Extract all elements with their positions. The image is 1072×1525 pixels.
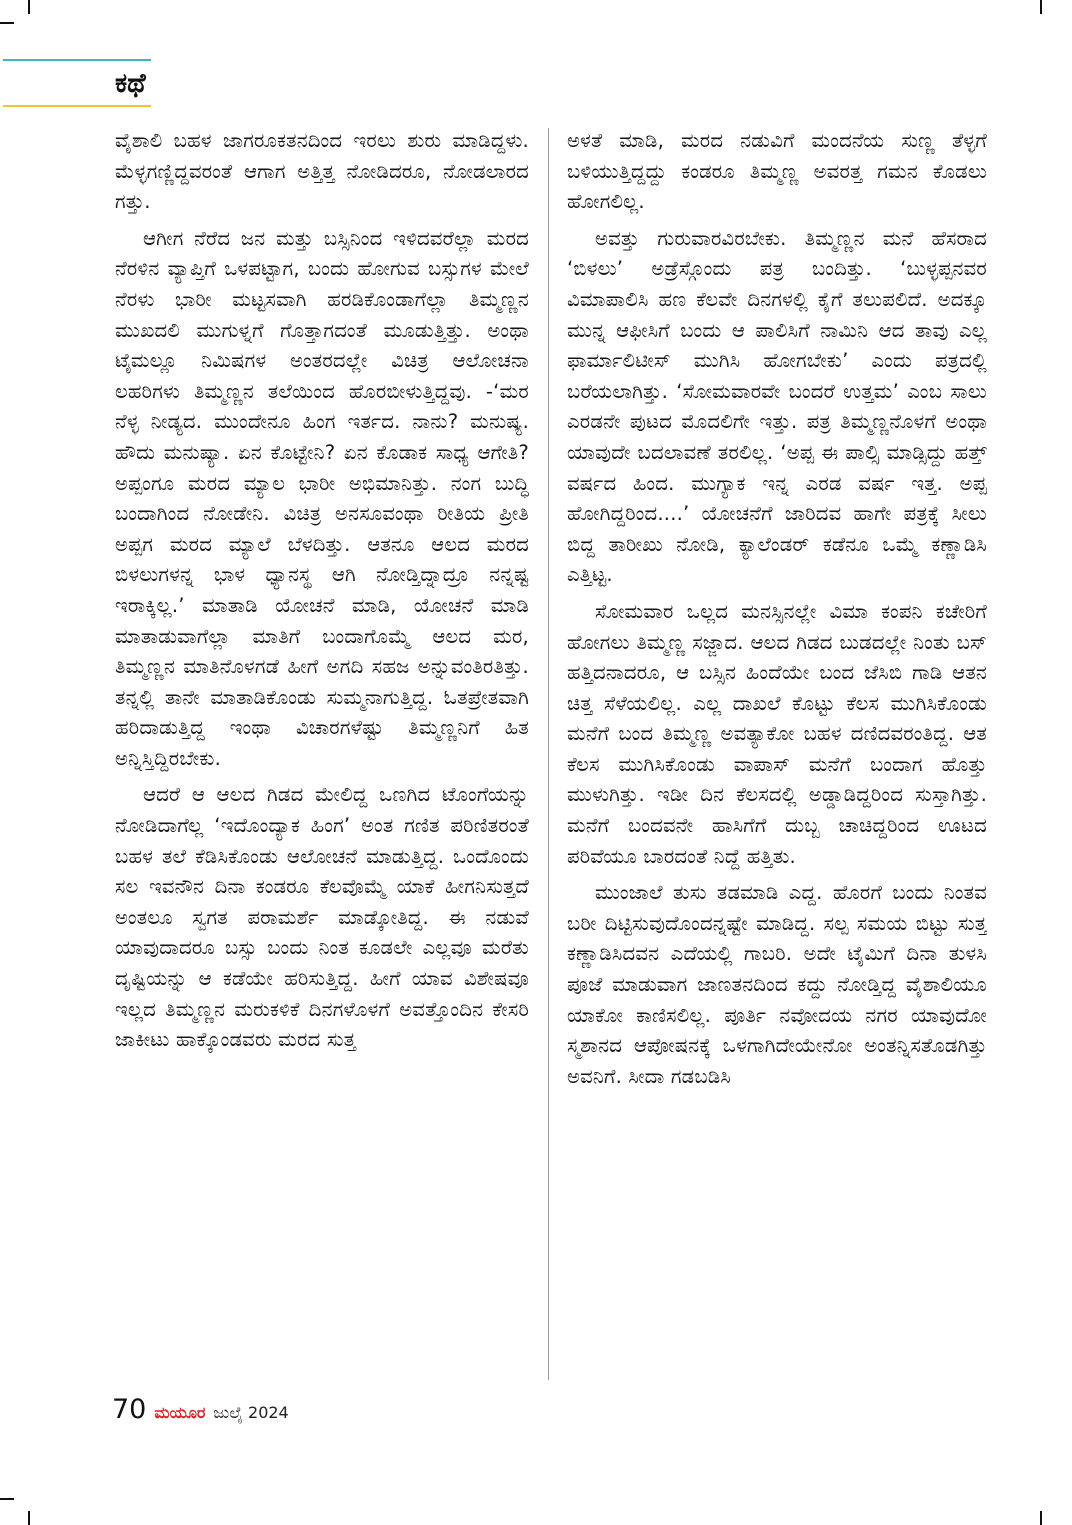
page-footer: [112, 1394, 289, 1430]
page-number: 70: [112, 1394, 147, 1425]
issue-date: ಜುಲೈ 2024: [213, 1403, 289, 1422]
column-divider: [548, 128, 549, 1380]
paragraph: ಆಗೀಗ ನೆರೆದ ಜನ ಮತ್ತು ಬಸ್ಸಿನಿಂದ ಇಳಿದವರೆಲ್ಲಾ ಮರದ ನೆರಳಿನ ವ್ಯಾಪ್ತಿಗೆ ಒಳಪಟ್ಟಾಗ, ಬಂದು ಹೋಗುವ ಬಸ್ಸುಗಳ ಮೇಲೆ ನೆರಳು ಭಾರೀ ಮಟ್ಟಸವಾಗಿ ಹರಡಿಕೊಂಡಾಗೆಲ್ಲಾ ತಿಮ್ಮಣ್ಣನ ಮುಖದಲಿ ಮುಗುಳ್ನಗೆ ಗೊತ್ತಾಗದಂತೆ ಮೂಡುತ್ತಿತ್ತು. ಅಂಥಾ ಟೈಮಲ್ಲೂ ನಿಮಿಷಗಳ ಅಂತರದಲ್ಲೇ ವಿಚಿತ್ರ ಆಲೋಚನಾ ಲಹರಿಗಳು ತಿಮ್ಮಣ್ಣನ ತಲೆಯಿಂದ ಹೊರಬೀಳುತ್ತಿದ್ದವು. -‘ಮರ ನೆಳ್ಳ ನೀಡ್ಯದ. ಮುಂದೇನೂ ಹಿಂಗ ಇರ್ತದ. ನಾನು? ಮನುಷ್ಯ. ಹೌದು ಮನುಷ್ಯಾ. ಏನ ಕೊಟ್ಟೇನಿ? ಏನ ಕೊಡಾಕ ಸಾಧ್ಯ ಆಗೇತಿ? ಅಪ್ಪಂಗೂ ಮರದ ಮ್ಯಾಲ ಭಾರೀ ಅಭಿಮಾನಿತ್ತು. ನಂಗ ಬುದ್ಧಿ ಬಂದಾಗಿಂದ ನೋಡೇನಿ. ವಿಚಿತ್ರ ಅನಸೂವಂಥಾ ರೀತಿಯ ಪ್ರೀತಿ ಅಪ್ಪಗ ಮರದ ಮ್ಯಾಲೆ ಬೆಳದಿತ್ತು. ಆತನೂ ಆಲದ ಮರದ ಬಿಳಲುಗಳನ್ನ ಭಾಳ ಧ್ಯಾನಸ್ಥ ಆಗಿ ನೋಡ್ತಿದ್ನಾದ್ರೂ ನನ್ನಷ್ಟ ಇರಾಕ್ಕಿಲ್ಲ.’ ಮಾತಾಡಿ ಯೋಚನೆ ಮಾಡಿ, ಯೋಚನೆ ಮಾಡಿ ಮಾತಾಡುವಾಗೆಲ್ಲಾ ಮಾತಿಗೆ ಬಂದಾಗೊಮ್ಮೆ ಆಲದ ಮರ, ತಿಮ್ಮಣ್ಣನ ಮಾತಿನೊಳಗಡೆ ಹೀಗೆ ಅಗದಿ ಸಹಜ ಅನ್ನುವಂತಿರತಿತ್ತು. ತನ್ನಲ್ಲಿ ತಾನೇ ಮಾತಾಡಿಕೊಂಡು ಸುಮ್ಮನಾಗುತ್ತಿದ್ದ. ಓತಪ್ರೇತವಾಗಿ ಹರಿದಾಡುತ್ತಿದ್ದ ಇಂಥಾ ವಿಚಾರಗಳೆಷ್ಟು ತಿಮ್ಮಣ್ಣನಿಗೆ ಹಿತ ಅನ್ನಿಸ್ತಿದ್ದಿರಬೇಕು.: [115, 226, 529, 770]
crop-mark: [0, 22, 14, 24]
paragraph: ಅವತ್ತು ಗುರುವಾರವಿರಬೇಕು. ತಿಮ್ಮಣ್ಣನ ಮನೆ ಹೆಸರಾದ ‘ಬಿಳಲು’ ಅಡ್ರೆಸ್ಗೊಂದು ಪತ್ರ ಬಂದಿತ್ತು. ‘ಬುಳ್ಳಪ್ಪನವರ ವಿಮಾಪಾಲಿಸಿ ಹಣ ಕೆಲವೇ ದಿನಗಳಲ್ಲಿ ಕೈಗೆ ತಲುಪಲಿದೆ. ಅದಕ್ಕೂ ಮುನ್ನ ಆಫೀಸಿಗೆ ಬಂದು ಆ ಪಾಲಿಸಿಗೆ ನಾಮಿನಿ ಆದ ತಾವು ಎಲ್ಲ ಫಾರ್ಮಾಲಿಟೀಸ್ ಮುಗಿಸಿ ಹೋಗಬೇಕು’ ಎಂದು ಪತ್ರದಲ್ಲಿ ಬರೆಯಲಾಗಿತ್ತು. ‘ಸೋಮವಾರವೇ ಬಂದರೆ ಉತ್ತಮ’ ಎಂಬ ಸಾಲು ಎರಡನೇ ಪುಟದ ಮೊದಲಿಗೇ ಇತ್ತು. ಪತ್ರ ತಿಮ್ಮಣ್ಣನೊಳಗೆ ಅಂಥಾ ಯಾವುದೇ ಬದಲಾವಣೆ ತರಲಿಲ್ಲ. ‘ಅಪ್ಪ ಈ ಪಾಲ್ಸಿ ಮಾಡ್ಸಿದ್ದು ಹತ್ತ್ ವರ್ಷದ ಹಿಂದ. ಮುಗ್ಯಾಕ ಇನ್ನ ಎರಡ ವರ್ಷ ಇತ್ತ. ಅಪ್ಪ ಹೋಗಿದ್ದರಿಂದ....’ ಯೋಚನೆಗೆ ಜಾರಿದವ ಹಾಗೇ ಪತ್ರಕ್ಕೆ ಸೀಲು ಬಿದ್ದ ತಾರೀಖು ನೋಡಿ, ಕ್ಯಾಲೆಂಡರ್ ಕಡೆನೂ ಒಮ್ಮೆ ಕಣ್ಣಾಡಿಸಿ ಎತ್ತಿಟ್ಟ.: [567, 226, 987, 587]
header-rule-top: [3, 59, 151, 61]
header-rule-bottom: [3, 105, 151, 107]
paragraph: ಸೋಮವಾರ ಒಲ್ಲದ ಮನಸ್ಸಿನಲ್ಲೇ ವಿಮಾ ಕಂಪನಿ ಕಚೇರಿಗೆ ಹೋಗಲು ತಿಮ್ಮಣ್ಣ ಸಜ್ಜಾದ. ಆಲದ ಗಿಡದ ಬುಡದಲ್ಲೇ ನಿಂತು ಬಸ್ ಹತ್ತಿದನಾದರೂ, ಆ ಬಸ್ಸಿನ ಹಿಂದೆಯೇ ಬಂದ ಜೆಸಿಬಿ ಗಾಡಿ ಆತನ ಚಿತ್ತ ಸೆಳೆಯಲಿಲ್ಲ. ಎಲ್ಲ ದಾಖಲೆ ಕೊಟ್ಟು ಕೆಲಸ ಮುಗಿಸಿಕೊಂಡು ಮನೆಗೆ ಬಂದ ತಿಮ್ಮಣ್ಣ ಅವತ್ಯಾಕೋ ಬಹಳ ದಣಿದವರಂತಿದ್ದ. ಆತ ಕೆಲಸ ಮುಗಿಸಿಕೊಂಡು ವಾಪಾಸ್ ಮನೆಗೆ ಬಂದಾಗ ಹೊತ್ತು ಮುಳುಗಿತ್ತು. ಇಡೀ ದಿನ ಕೆಲಸದಲ್ಲಿ ಅಡ್ಡಾಡಿದ್ದರಿಂದ ಸುಸ್ತಾಗಿತ್ತು. ಮನೆಗೆ ಬಂದವನೇ ಹಾಸಿಗೆಗೆ ದುಬ್ಬ ಚಾಚಿದ್ದರಿಂದ ಊಟದ ಪರಿವೆಯೂ ಬಾರದಂತೆ ನಿದ್ದೆ ಹತ್ತಿತು.: [567, 599, 987, 868]
section-title: ಕಥೆ: [115, 68, 146, 99]
paragraph: ಮುಂಜಾಲೆ ತುಸು ತಡಮಾಡಿ ಎದ್ದ. ಹೊರಗೆ ಬಂದು ನಿಂತವ ಬರೀ ದಿಟ್ಟಿಸುವುದೊಂದನ್ನಷ್ಟೇ ಮಾಡಿದ್ದ. ಸಲ್ಪ ಸಮಯ ಬಿಟ್ಟು ಸುತ್ತ ಕಣ್ಣಾಡಿಸಿದವನ ಎದೆಯಲ್ಲಿ ಗಾಬರಿ. ಅದೇ ಟೈಮಿಗೆ ದಿನಾ ತುಳಸಿ ಪೂಜೆ ಮಾಡುವಾಗ ಜಾಣತನದಿಂದ ಕದ್ದು ನೋಡ್ತಿದ್ದ ವೈಶಾಲಿಯೂ ಯಾಕೋ ಕಾಣಿಸಲಿಲ್ಲ. ಪೂರ್ತಿ ನವೋದಯ ನಗರ ಯಾವುದೋ ಸ್ಮಶಾನದ ಆಪೋಷನಕ್ಕೆ ಒಳಗಾಗಿದೇಯೇನೋ ಅಂತನ್ನಿಸತೊಡಗಿತ್ತು ಅವನಿಗೆ. ಸೀದಾ ಗಡಬಡಿಸಿ: [567, 881, 987, 1088]
magazine-logo: ಮಯೂರ: [154, 1403, 206, 1422]
paragraph: ಆದರೆ ಆ ಆಲದ ಗಿಡದ ಮೇಲಿದ್ದ ಒಣಗಿದ ಟೊಂಗೆಯನ್ನು ನೋಡಿದಾಗೆಲ್ಲ ‘ಇದೊಂದ್ಯಾಕ ಹಿಂಗ’ ಅಂತ ಗಣಿತ ಪರಿಣಿತರಂತೆ ಬಹಳ ತಲೆ ಕೆಡಿಸಿಕೊಂಡು ಆಲೋಚನೆ ಮಾಡುತ್ತಿದ್ದ. ಒಂದೊಂದು ಸಲ ಇವನೌನ ದಿನಾ ಕಂಡರೂ ಕೆಲವೊಮ್ಮೆ ಯಾಕೆ ಹೀಗನಿಸುತ್ತದೆ ಅಂತಲೂ ಸ್ವಗತ ಪರಾಮರ್ಶೆ ಮಾಡ್ಕೋತಿದ್ದ. ಈ ನಡುವೆ ಯಾವುದಾದರೂ ಬಸ್ಸು ಬಂದು ನಿಂತ ಕೂಡಲೇ ಎಲ್ಲವೂ ಮರೆತು ದೃಷ್ಟಿಯನ್ನು ಆ ಕಡೆಯೇ ಹರಿಸುತ್ತಿದ್ದ. ಹೀಗೆ ಯಾವ ವಿಶೇಷವೂ ಇಲ್ಲದ ತಿಮ್ಮಣ್ಣನ ಮರುಕಳಿಕೆ ದಿನಗಳೊಳಗೆ ಅವತ್ತೊಂದಿನ ಕೇಸರಿ ಜಾಕೀಟು ಹಾಕ್ಕೊಂಡವರು ಮರದ ಸುತ್ತ: [115, 783, 529, 1052]
crop-mark: [1040, 0, 1042, 14]
crop-mark: [0, 1498, 14, 1500]
paragraph: ವೈಶಾಲಿ ಬಹಳ ಜಾಗರೂಕತನದಿಂದ ಇರಲು ಶುರು ಮಾಡಿದ್ದಳು. ಮೆಳ್ಳಗಣ್ಣಿದ್ದವರಂತೆ ಆಗಾಗ ಅತ್ತಿತ್ತ ನೋಡಿದರೂ, ನೋಡಲಾರದ ಗತ್ತು.: [115, 129, 529, 214]
crop-mark: [28, 1511, 30, 1525]
article-column-right: [567, 126, 987, 1388]
crop-mark: [28, 0, 30, 14]
crop-mark: [1040, 1511, 1042, 1525]
paragraph: ಅಳತೆ ಮಾಡಿ, ಮರದ ನಡುವಿಗೆ ಮಂದನೆಯ ಸುಣ್ಣ ತೆಳ್ಳಗೆ ಬಳಿಯುತ್ತಿದ್ದದ್ದು ಕಂಡರೂ ತಿಮ್ಮಣ್ಣ ಅವರತ್ತ ಗಮನ ಕೊಡಲು ಹೋಗಲಿಲ್ಲ.: [567, 129, 987, 214]
article-column-left: [115, 126, 529, 1388]
